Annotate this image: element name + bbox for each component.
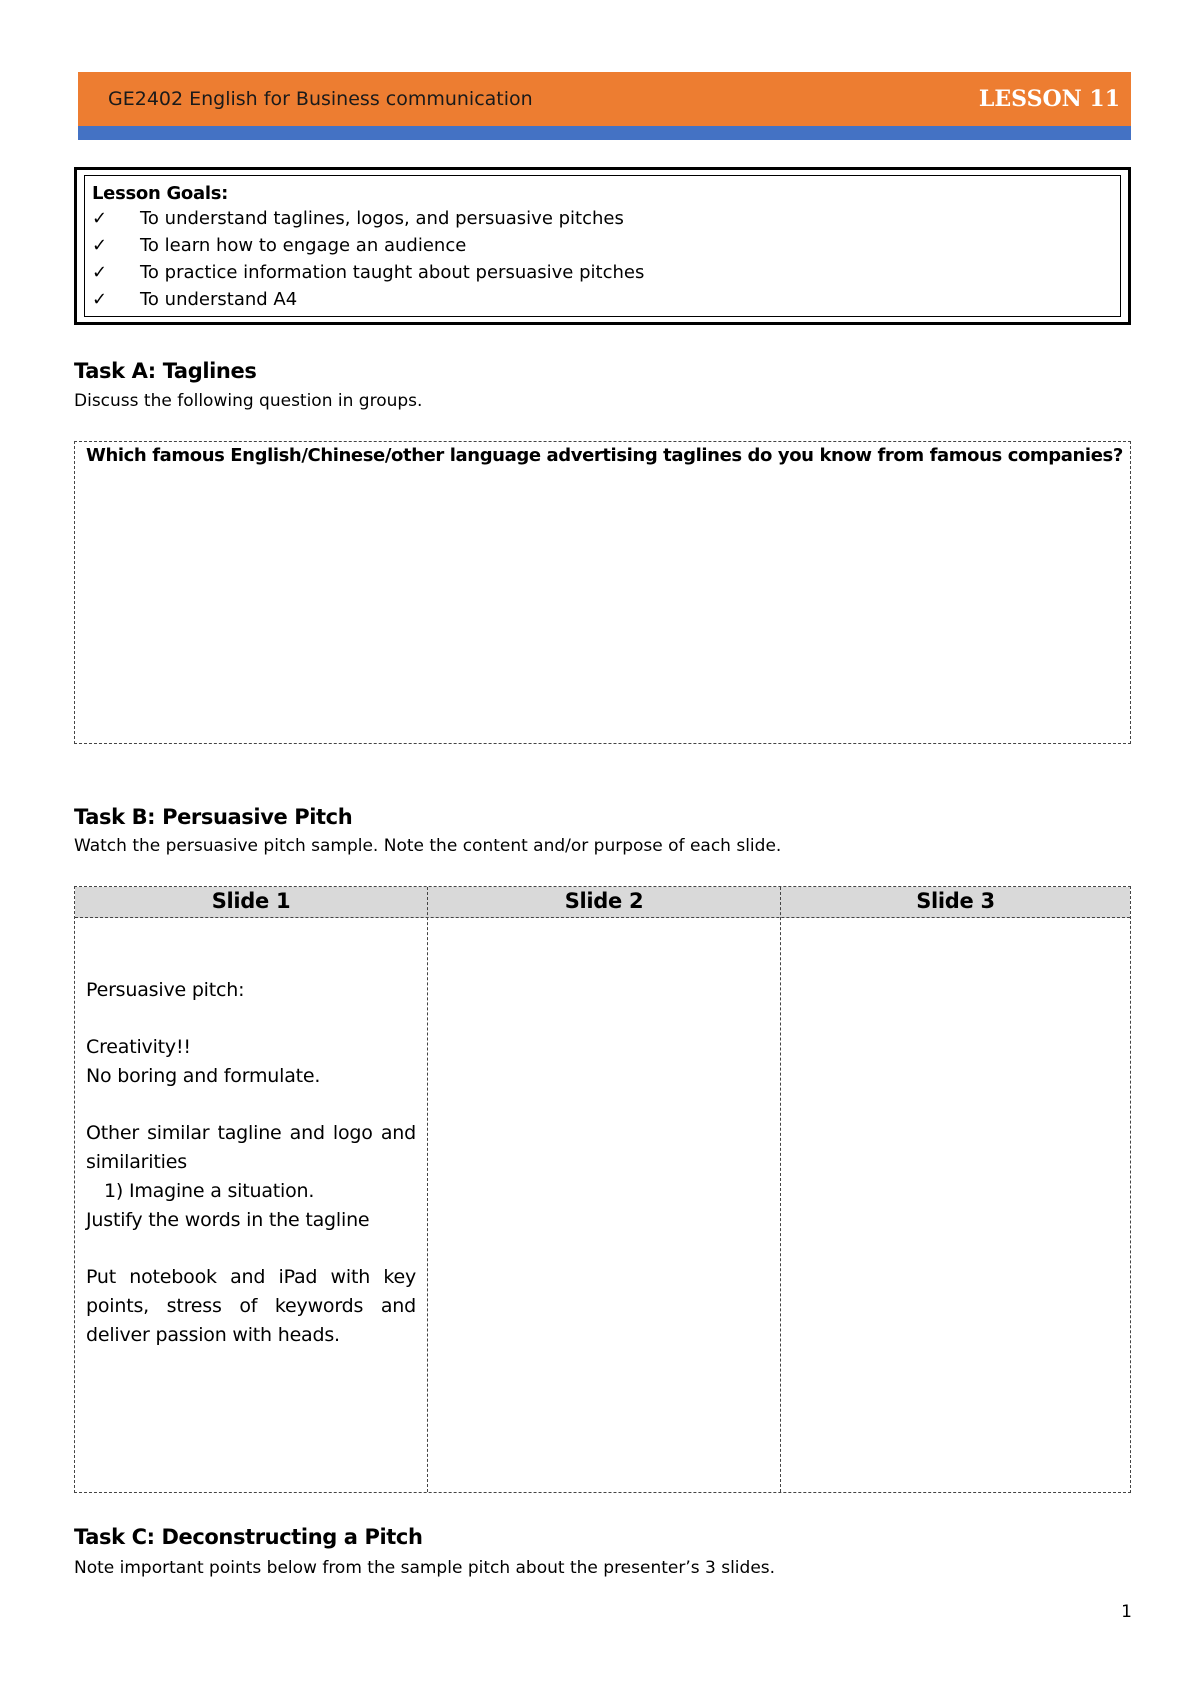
task-b-title: Task B: Persuasive Pitch — [74, 805, 353, 829]
lesson-goal-text: To understand A4 — [140, 289, 298, 310]
column-header-slide-2: Slide 2 — [564, 889, 644, 913]
checkmark-icon: ✓ — [92, 235, 108, 256]
notes-paragraph: Other similar tagline and logo and similarities — [86, 1122, 416, 1173]
checkmark-icon: ✓ — [92, 208, 108, 229]
notes-line: Justify the words in the tagline — [86, 1209, 370, 1231]
task-a-answer-box[interactable] — [74, 441, 1131, 744]
notes-line: Creativity!! — [86, 1036, 191, 1058]
column-header-slide-1: Slide 1 — [211, 889, 291, 913]
lesson-goal-text: To understand taglines, logos, and persuasive pitches — [140, 208, 624, 229]
lesson-label: LESSON 11 — [978, 86, 1120, 112]
page-number: 1 — [1121, 1602, 1132, 1622]
column-header-slide-3: Slide 3 — [916, 889, 995, 913]
task-c-title: Task C: Deconstructing a Pitch — [74, 1525, 423, 1549]
checkmark-icon: ✓ — [92, 289, 108, 310]
checkmark-icon: ✓ — [92, 262, 108, 283]
course-title: GE2402 English for Business communication — [108, 88, 533, 110]
task-a-question: Which famous English/Chinese/other language advertising taglines do you know from famous companies? — [86, 445, 1123, 466]
lesson-goal-text: To learn how to engage an audience — [140, 235, 467, 256]
slide-1-notes-cell[interactable] — [86, 976, 416, 1350]
task-a-instruction: Discuss the following question in groups. — [74, 391, 423, 411]
lesson-goal-text: To practice information taught about persuasive pitches — [140, 262, 645, 283]
notes-numbered-item: 1) Imagine a situation. — [104, 1180, 315, 1202]
header-accent-strip — [78, 126, 1131, 140]
task-b-instruction: Watch the persuasive pitch sample. Note the content and/or purpose of each slide. — [74, 836, 782, 856]
task-a-title: Task A: Taglines — [74, 359, 257, 383]
notes-heading: Persuasive pitch: — [86, 979, 245, 1001]
notes-paragraph: Put notebook and iPad with key points, stress of keywords and deliver passion with heads. — [86, 1266, 416, 1346]
notes-line: No boring and formulate. — [86, 1065, 321, 1087]
lesson-goals-title: Lesson Goals: — [92, 183, 229, 204]
slide-2-notes-cell[interactable] — [428, 918, 780, 1492]
task-c-instruction: Note important points below from the sample pitch about the presenter’s 3 slides. — [74, 1558, 776, 1578]
slide-3-notes-cell[interactable] — [781, 918, 1130, 1492]
